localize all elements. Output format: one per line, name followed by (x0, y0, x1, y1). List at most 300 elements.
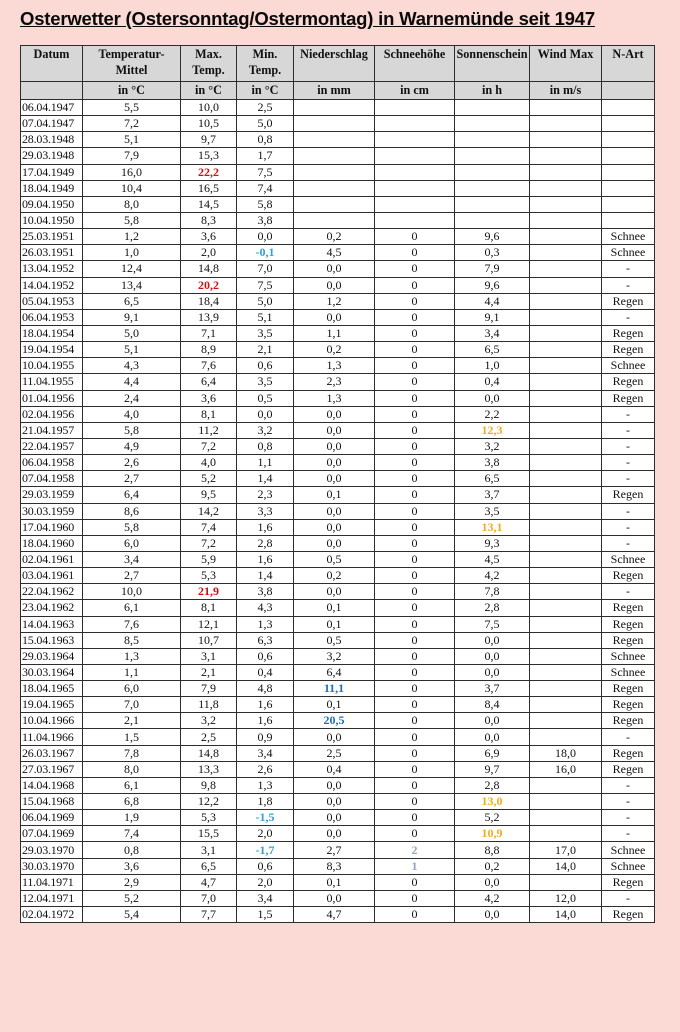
sonnenschein-cell: 9,1 (455, 309, 530, 325)
table-row (21, 535, 655, 551)
table-row (21, 600, 655, 616)
schneehoehe-cell: 0 (375, 664, 455, 680)
datum-cell: 13.04.1952 (21, 261, 83, 277)
min-temp-cell: 1,1 (237, 455, 294, 471)
wind-max-cell: 18,0 (530, 745, 602, 761)
max-temp-cell: 13,3 (181, 761, 237, 777)
niederschlag-cell: 4,7 (294, 907, 375, 923)
schneehoehe-cell: 0 (375, 890, 455, 906)
column-header-min-temp (237, 46, 294, 82)
n-art-cell: Regen (602, 342, 655, 358)
schneehoehe-cell: 0 (375, 487, 455, 503)
n-art-cell: - (602, 777, 655, 793)
table-row (21, 907, 655, 923)
column-unit-temperatur-mittel: in °C (83, 82, 181, 100)
column-header-datum (21, 46, 83, 82)
sonnenschein-cell: 0,0 (455, 390, 530, 406)
datum-cell: 11.04.1966 (21, 729, 83, 745)
n-art-cell (602, 132, 655, 148)
max-temp-cell: 3,1 (181, 842, 237, 858)
temperatur-mittel-cell: 4,0 (83, 406, 181, 422)
wind-max-cell (530, 180, 602, 196)
niederschlag-cell: 0,2 (294, 568, 375, 584)
wind-max-cell: 17,0 (530, 842, 602, 858)
table-row (21, 180, 655, 196)
wind-max-cell (530, 309, 602, 325)
datum-cell: 18.04.1954 (21, 325, 83, 341)
sonnenschein-cell: 9,6 (455, 277, 530, 293)
sonnenschein-cell: 13,0 (455, 794, 530, 810)
min-temp-cell: 2,5 (237, 100, 294, 116)
niederschlag-cell: 3,2 (294, 648, 375, 664)
min-temp-cell: 1,8 (237, 794, 294, 810)
n-art-cell: - (602, 406, 655, 422)
temperatur-mittel-cell: 2,9 (83, 874, 181, 890)
temperatur-mittel-cell: 5,8 (83, 212, 181, 228)
schneehoehe-cell: 0 (375, 261, 455, 277)
n-art-cell: Regen (602, 600, 655, 616)
niederschlag-cell: 0,5 (294, 632, 375, 648)
schneehoehe-cell: 0 (375, 874, 455, 890)
max-temp-cell: 11,2 (181, 422, 237, 438)
n-art-cell: - (602, 309, 655, 325)
n-art-cell: Regen (602, 293, 655, 309)
column-label: Schneehöhe (383, 47, 446, 61)
niederschlag-cell: 0,0 (294, 535, 375, 551)
table-row (21, 196, 655, 212)
table-row (21, 632, 655, 648)
n-art-cell: - (602, 810, 655, 826)
schneehoehe-cell: 0 (375, 584, 455, 600)
schneehoehe-cell: 0 (375, 794, 455, 810)
min-temp-cell: 2,1 (237, 342, 294, 358)
niederschlag-cell: 0,0 (294, 422, 375, 438)
wind-max-cell (530, 325, 602, 341)
schneehoehe-cell: 0 (375, 471, 455, 487)
niederschlag-cell (294, 116, 375, 132)
temperatur-mittel-cell: 10,4 (83, 180, 181, 196)
wind-max-cell (530, 632, 602, 648)
wind-max-cell (530, 874, 602, 890)
table-row (21, 697, 655, 713)
min-temp-cell: 2,6 (237, 761, 294, 777)
datum-cell: 29.03.1964 (21, 648, 83, 664)
n-art-cell: Regen (602, 874, 655, 890)
datum-cell: 23.04.1962 (21, 600, 83, 616)
min-temp-cell: 4,8 (237, 681, 294, 697)
niederschlag-cell (294, 196, 375, 212)
max-temp-cell: 3,1 (181, 648, 237, 664)
schneehoehe-cell (375, 100, 455, 116)
n-art-cell: - (602, 890, 655, 906)
niederschlag-cell: 6,4 (294, 664, 375, 680)
temperatur-mittel-cell: 1,5 (83, 729, 181, 745)
table-row (21, 487, 655, 503)
min-temp-cell: 0,8 (237, 438, 294, 454)
temperatur-mittel-cell: 1,3 (83, 648, 181, 664)
schneehoehe-cell (375, 212, 455, 228)
table-row (21, 826, 655, 842)
table-row (21, 164, 655, 180)
wind-max-cell (530, 277, 602, 293)
niederschlag-cell: 0,1 (294, 600, 375, 616)
temperatur-mittel-cell: 8,0 (83, 196, 181, 212)
max-temp-cell: 3,2 (181, 713, 237, 729)
min-temp-cell: -1,5 (237, 810, 294, 826)
niederschlag-cell: 0,0 (294, 729, 375, 745)
datum-cell: 26.03.1967 (21, 745, 83, 761)
sonnenschein-cell: 0,2 (455, 858, 530, 874)
max-temp-cell: 8,9 (181, 342, 237, 358)
min-temp-cell: 2,0 (237, 826, 294, 842)
schneehoehe-cell: 0 (375, 777, 455, 793)
wind-max-cell: 12,0 (530, 890, 602, 906)
datum-cell: 22.04.1957 (21, 438, 83, 454)
niederschlag-cell: 4,5 (294, 245, 375, 261)
max-temp-cell: 7,9 (181, 681, 237, 697)
n-art-cell: Regen (602, 632, 655, 648)
wind-max-cell (530, 487, 602, 503)
temperatur-mittel-cell: 6,8 (83, 794, 181, 810)
datum-cell: 29.03.1948 (21, 148, 83, 164)
n-art-cell: Regen (602, 487, 655, 503)
max-temp-cell: 5,3 (181, 810, 237, 826)
sonnenschein-cell: 0,0 (455, 648, 530, 664)
schneehoehe-cell: 0 (375, 907, 455, 923)
wind-max-cell (530, 100, 602, 116)
sonnenschein-cell: 2,2 (455, 406, 530, 422)
max-temp-cell: 2,0 (181, 245, 237, 261)
n-art-cell (602, 100, 655, 116)
max-temp-cell: 6,4 (181, 374, 237, 390)
temperatur-mittel-cell: 1,1 (83, 664, 181, 680)
wind-max-cell (530, 584, 602, 600)
column-header-niederschlag (294, 46, 375, 82)
sonnenschein-cell (455, 180, 530, 196)
wind-max-cell (530, 422, 602, 438)
n-art-cell: Schnee (602, 358, 655, 374)
niederschlag-cell: 0,0 (294, 503, 375, 519)
datum-cell: 18.04.1949 (21, 180, 83, 196)
schneehoehe-cell (375, 196, 455, 212)
wind-max-cell (530, 519, 602, 535)
schneehoehe-cell: 0 (375, 503, 455, 519)
wind-max-cell (530, 212, 602, 228)
column-label: N-Art (612, 47, 644, 61)
temperatur-mittel-cell: 6,5 (83, 293, 181, 309)
n-art-cell: Regen (602, 374, 655, 390)
niederschlag-cell: 1,1 (294, 325, 375, 341)
max-temp-cell: 9,7 (181, 132, 237, 148)
niederschlag-cell: 2,5 (294, 745, 375, 761)
schneehoehe-cell: 0 (375, 616, 455, 632)
datum-cell: 25.03.1951 (21, 229, 83, 245)
datum-cell: 05.04.1953 (21, 293, 83, 309)
datum-cell: 11.04.1971 (21, 874, 83, 890)
column-header-max-temp (181, 46, 237, 82)
niederschlag-cell: 0,1 (294, 487, 375, 503)
max-temp-cell: 21,9 (181, 584, 237, 600)
temperatur-mittel-cell: 13,4 (83, 277, 181, 293)
datum-cell: 14.04.1963 (21, 616, 83, 632)
table-row (21, 616, 655, 632)
table-row (21, 212, 655, 228)
sonnenschein-cell: 12,3 (455, 422, 530, 438)
n-art-cell: - (602, 729, 655, 745)
schneehoehe-cell (375, 180, 455, 196)
schneehoehe-cell: 0 (375, 374, 455, 390)
table-row (21, 342, 655, 358)
n-art-cell (602, 212, 655, 228)
column-unit-n-art (602, 82, 655, 100)
niederschlag-cell (294, 132, 375, 148)
column-label: Temperatur- (98, 47, 165, 61)
column-label: Max. (195, 47, 222, 61)
n-art-cell: - (602, 794, 655, 810)
n-art-cell: - (602, 535, 655, 551)
sonnenschein-cell: 0,0 (455, 874, 530, 890)
sonnenschein-cell: 3,4 (455, 325, 530, 341)
header-row-labels (21, 46, 655, 82)
schneehoehe-cell: 0 (375, 632, 455, 648)
datum-cell: 02.04.1972 (21, 907, 83, 923)
datum-cell: 07.04.1958 (21, 471, 83, 487)
n-art-cell (602, 196, 655, 212)
table-row (21, 745, 655, 761)
wind-max-cell (530, 648, 602, 664)
min-temp-cell: 5,0 (237, 116, 294, 132)
sonnenschein-cell: 0,0 (455, 713, 530, 729)
min-temp-cell: 3,4 (237, 890, 294, 906)
temperatur-mittel-cell: 3,4 (83, 551, 181, 567)
sonnenschein-cell: 3,8 (455, 455, 530, 471)
schneehoehe-cell (375, 132, 455, 148)
max-temp-cell: 8,3 (181, 212, 237, 228)
min-temp-cell: 0,6 (237, 358, 294, 374)
max-temp-cell: 22,2 (181, 164, 237, 180)
table-row (21, 713, 655, 729)
max-temp-cell: 12,2 (181, 794, 237, 810)
schneehoehe-cell: 0 (375, 422, 455, 438)
schneehoehe-cell: 0 (375, 729, 455, 745)
table-row (21, 471, 655, 487)
niederschlag-cell: 0,0 (294, 810, 375, 826)
schneehoehe-cell: 0 (375, 438, 455, 454)
temperatur-mittel-cell: 6,0 (83, 535, 181, 551)
column-header-schneehoehe (375, 46, 455, 82)
max-temp-cell: 7,6 (181, 358, 237, 374)
table-row (21, 358, 655, 374)
temperatur-mittel-cell: 5,8 (83, 519, 181, 535)
n-art-cell: - (602, 455, 655, 471)
datum-cell: 17.04.1949 (21, 164, 83, 180)
datum-cell: 15.04.1963 (21, 632, 83, 648)
min-temp-cell: 1,3 (237, 777, 294, 793)
n-art-cell: - (602, 261, 655, 277)
niederschlag-cell: 0,0 (294, 794, 375, 810)
max-temp-cell: 9,8 (181, 777, 237, 793)
table-body (21, 100, 655, 923)
table-row (21, 116, 655, 132)
datum-cell: 11.04.1955 (21, 374, 83, 390)
datum-cell: 07.04.1969 (21, 826, 83, 842)
wind-max-cell (530, 116, 602, 132)
min-temp-cell: 0,5 (237, 390, 294, 406)
schneehoehe-cell (375, 116, 455, 132)
niederschlag-cell: 0,0 (294, 309, 375, 325)
min-temp-cell: 5,1 (237, 309, 294, 325)
wind-max-cell (530, 245, 602, 261)
sonnenschein-cell: 7,5 (455, 616, 530, 632)
min-temp-cell: 2,8 (237, 535, 294, 551)
min-temp-cell: 3,8 (237, 212, 294, 228)
sonnenschein-cell (455, 196, 530, 212)
sonnenschein-cell (455, 100, 530, 116)
max-temp-cell: 3,6 (181, 229, 237, 245)
schneehoehe-cell: 0 (375, 697, 455, 713)
max-temp-cell: 8,1 (181, 600, 237, 616)
n-art-cell: Schnee (602, 664, 655, 680)
niederschlag-cell: 0,1 (294, 874, 375, 890)
max-temp-cell: 7,4 (181, 519, 237, 535)
temperatur-mittel-cell: 7,6 (83, 616, 181, 632)
min-temp-cell: 0,4 (237, 664, 294, 680)
wind-max-cell (530, 406, 602, 422)
min-temp-cell: 1,6 (237, 519, 294, 535)
max-temp-cell: 5,3 (181, 568, 237, 584)
column-header-wind-max (530, 46, 602, 82)
n-art-cell: Schnee (602, 842, 655, 858)
max-temp-cell: 14,2 (181, 503, 237, 519)
min-temp-cell: 3,8 (237, 584, 294, 600)
sonnenschein-cell: 0,4 (455, 374, 530, 390)
sonnenschein-cell: 3,5 (455, 503, 530, 519)
max-temp-cell: 7,1 (181, 325, 237, 341)
wind-max-cell (530, 713, 602, 729)
max-temp-cell: 13,9 (181, 309, 237, 325)
schneehoehe-cell: 0 (375, 551, 455, 567)
wind-max-cell (530, 600, 602, 616)
max-temp-cell: 7,2 (181, 535, 237, 551)
niederschlag-cell: 0,0 (294, 826, 375, 842)
datum-cell: 06.04.1953 (21, 309, 83, 325)
column-unit-schneehoehe: in cm (375, 82, 455, 100)
schneehoehe-cell: 0 (375, 455, 455, 471)
n-art-cell: Schnee (602, 648, 655, 664)
temperatur-mittel-cell: 5,1 (83, 342, 181, 358)
schneehoehe-cell: 0 (375, 600, 455, 616)
temperatur-mittel-cell: 2,7 (83, 471, 181, 487)
schneehoehe-cell: 0 (375, 293, 455, 309)
datum-cell: 06.04.1947 (21, 100, 83, 116)
sonnenschein-cell: 7,8 (455, 584, 530, 600)
max-temp-cell: 4,0 (181, 455, 237, 471)
temperatur-mittel-cell: 5,5 (83, 100, 181, 116)
datum-cell: 19.04.1965 (21, 697, 83, 713)
max-temp-cell: 18,4 (181, 293, 237, 309)
min-temp-cell: 3,3 (237, 503, 294, 519)
sonnenschein-cell: 5,2 (455, 810, 530, 826)
sonnenschein-cell: 3,7 (455, 487, 530, 503)
min-temp-cell: 1,7 (237, 148, 294, 164)
min-temp-cell: 3,2 (237, 422, 294, 438)
max-temp-cell: 11,8 (181, 697, 237, 713)
max-temp-cell: 15,3 (181, 148, 237, 164)
table-header (21, 46, 655, 100)
niederschlag-cell (294, 164, 375, 180)
temperatur-mittel-cell: 7,2 (83, 116, 181, 132)
table-row (21, 551, 655, 567)
wind-max-cell (530, 826, 602, 842)
schneehoehe-cell: 0 (375, 761, 455, 777)
schneehoehe-cell: 0 (375, 358, 455, 374)
datum-cell: 10.04.1955 (21, 358, 83, 374)
column-unit-max-temp: in °C (181, 82, 237, 100)
datum-cell: 10.04.1950 (21, 212, 83, 228)
table-row (21, 277, 655, 293)
table-row (21, 648, 655, 664)
schneehoehe-cell: 0 (375, 519, 455, 535)
max-temp-cell: 8,1 (181, 406, 237, 422)
datum-cell: 02.04.1961 (21, 551, 83, 567)
max-temp-cell: 10,5 (181, 116, 237, 132)
table-row (21, 325, 655, 341)
schneehoehe-cell: 0 (375, 745, 455, 761)
table-row (21, 810, 655, 826)
sonnenschein-cell: 6,9 (455, 745, 530, 761)
column-unit-min-temp: in °C (237, 82, 294, 100)
temperatur-mittel-cell: 5,0 (83, 325, 181, 341)
sonnenschein-cell: 4,2 (455, 890, 530, 906)
schneehoehe-cell: 1 (375, 858, 455, 874)
column-label-line2: Temp. (248, 62, 282, 77)
niederschlag-cell (294, 180, 375, 196)
max-temp-cell: 3,6 (181, 390, 237, 406)
temperatur-mittel-cell: 1,0 (83, 245, 181, 261)
schneehoehe-cell: 0 (375, 810, 455, 826)
max-temp-cell: 16,5 (181, 180, 237, 196)
niederschlag-cell: 0,0 (294, 471, 375, 487)
min-temp-cell: 1,6 (237, 713, 294, 729)
niederschlag-cell: 0,5 (294, 551, 375, 567)
sonnenschein-cell: 9,7 (455, 761, 530, 777)
n-art-cell: Schnee (602, 551, 655, 567)
min-temp-cell: 6,3 (237, 632, 294, 648)
max-temp-cell: 2,1 (181, 664, 237, 680)
wind-max-cell (530, 229, 602, 245)
niederschlag-cell: 0,0 (294, 438, 375, 454)
column-label-line2: Temp. (192, 62, 225, 77)
wind-max-cell (530, 568, 602, 584)
wind-max-cell (530, 729, 602, 745)
table-row (21, 293, 655, 309)
temperatur-mittel-cell: 16,0 (83, 164, 181, 180)
min-temp-cell: 7,4 (237, 180, 294, 196)
niederschlag-cell: 8,3 (294, 858, 375, 874)
n-art-cell: - (602, 471, 655, 487)
table-row (21, 438, 655, 454)
niederschlag-cell: 2,7 (294, 842, 375, 858)
table-row (21, 261, 655, 277)
min-temp-cell: 0,9 (237, 729, 294, 745)
n-art-cell: Regen (602, 745, 655, 761)
sonnenschein-cell (455, 212, 530, 228)
page (0, 8, 680, 923)
n-art-cell: Regen (602, 907, 655, 923)
max-temp-cell: 15,5 (181, 826, 237, 842)
sonnenschein-cell: 0,0 (455, 907, 530, 923)
sonnenschein-cell: 9,3 (455, 535, 530, 551)
